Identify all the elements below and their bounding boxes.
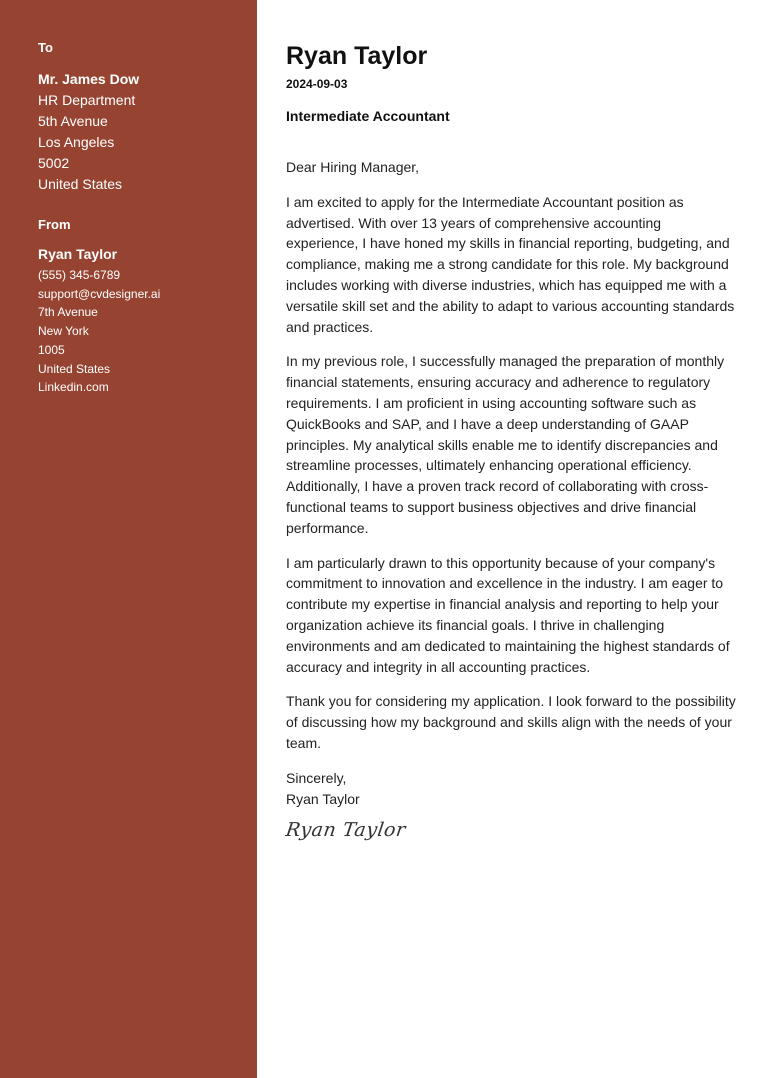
sender-street: 7th Avenue	[38, 305, 98, 320]
recipient-department: HR Department	[38, 92, 136, 108]
to-heading: To	[38, 40, 53, 55]
sender-phone: (555) 345-6789	[38, 268, 121, 282]
paragraph: Thank you for considering my application. I look forward to the possibility of discussing how my background and skills align with the needs of your team.	[286, 693, 736, 751]
sender-linkedin: Linkedin.com	[38, 380, 109, 395]
sender-zip: 1005	[38, 342, 65, 357]
page-title: Ryan Taylor	[286, 42, 428, 70]
recipient-city: Los Angeles	[38, 134, 115, 150]
sender-email: support@cvdesigner.ai	[38, 286, 161, 301]
paragraph: I am excited to apply for the Intermediate Accountant position as advertised. With over 13 years of comprehensive accounting experience, I have honed my skills in financial reporting, budgeting, and compliance, making me a strong candidate for this role. My background includes working with diverse industries, which has equipped me with a versatile skill set and the ability to adapt to various accounting standards and practices.	[286, 193, 735, 335]
recipient-street: 5th Avenue	[38, 113, 108, 129]
letter-body	[286, 40, 736, 841]
signature: Ryan Taylor	[284, 819, 408, 842]
position-title: Intermediate Accountant	[286, 108, 450, 124]
sidebar	[0, 0, 257, 1078]
closing: Sincerely,	[286, 769, 347, 786]
sender-country: United States	[38, 361, 111, 376]
salutation: Dear Hiring Manager,	[286, 159, 420, 175]
from-heading: From	[38, 217, 71, 232]
recipient-zip: 5002	[38, 155, 70, 171]
paragraph: I am particularly drawn to this opportunity because of your company's commitment to innovation and excellence in the industry. I am eager to contribute my expertise in financial analysis and reporting to help your organization achieve its financial goals. I thrive in challenging environments and am dedicated to maintaining the highest standards of accuracy and integrity in all accounting practices.	[286, 554, 730, 675]
paragraph: In my previous role, I successfully managed the preparation of monthly financial statements, ensuring accuracy and adherence to regulatory requirements. I am proficient in using accounting software such as QuickBooks and SAP, and I have a deep understanding of GAAP principles. My analytical skills enable me to identify discrepancies and streamline processes, ultimately enhancing operational efficiency. Additionally, I have a proven track record of collaborating with cross-functional teams to support business objectives and drive financial performance.	[286, 353, 725, 536]
recipient-name: Mr. James Dow	[38, 71, 140, 87]
sender-city: New York	[38, 324, 89, 339]
sender-name: Ryan Taylor	[38, 246, 118, 262]
recipient-country: United States	[38, 176, 123, 192]
letter-date: 2024-09-03	[286, 77, 348, 91]
closing-name: Ryan Taylor	[286, 790, 360, 807]
